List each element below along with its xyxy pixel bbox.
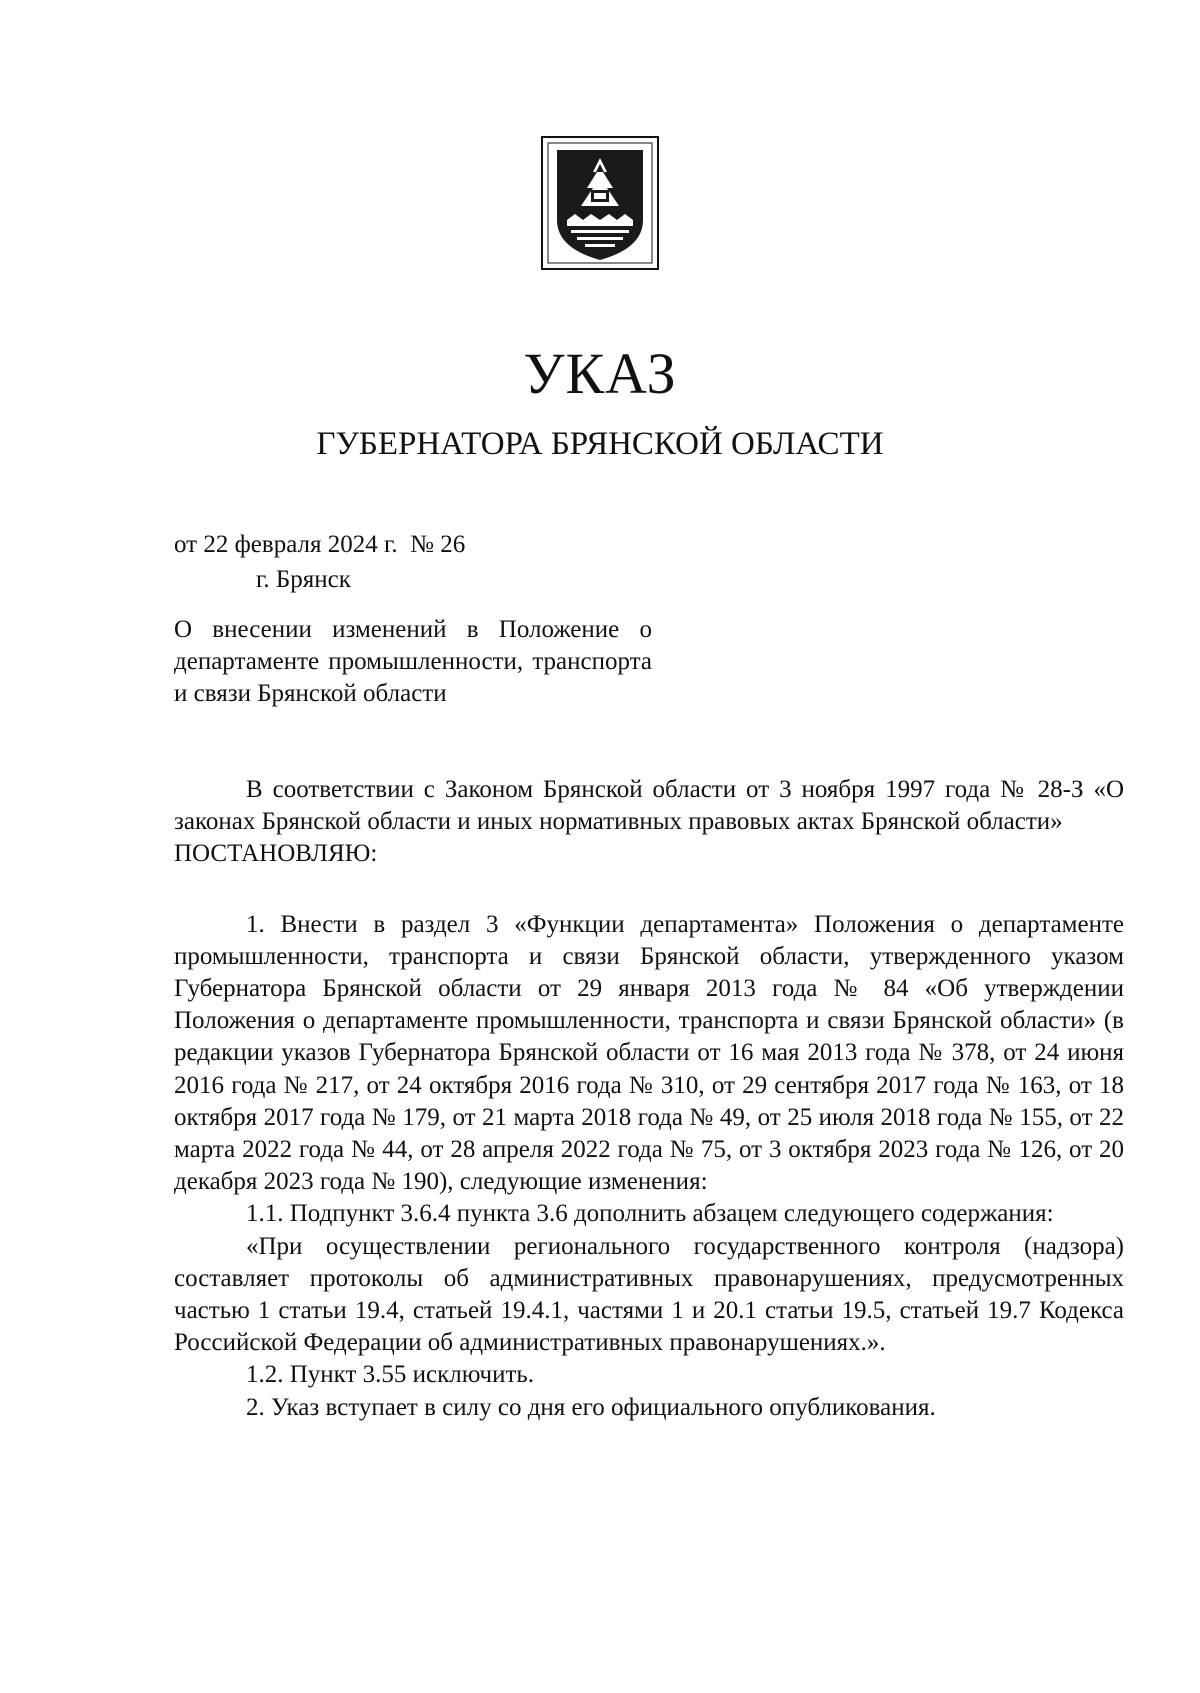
document-subject: О внесении изменений в Положение о департаменте промышленности, транспорта и связи Брянской области: [174, 616, 652, 707]
item-1-1-paragraph: 1.1. Подпункт 3.6.4 пункта 3.6 дополнить абзацем следующего содержания:: [246, 1200, 1054, 1228]
bryansk-coat-of-arms-icon: [541, 136, 659, 270]
quoted-addition-paragraph: «При осуществлении регионального государственного контроля (надзора) составляет протоколы об административных правонарушениях, предусмотренных частью 1 статьи 19.4, статьей 19.4.1, частями 1 и 20.1 статьи 19.5, статьей 19.7 Кодекса Российской Федерации об административных правонарушениях.».: [174, 1232, 1124, 1357]
preamble-paragraph: В соответствии с Законом Брянской области от 3 ноября 1997 года № 28-З «О законах Брянской области и иных нормативных правовых актах Брянской области»: [174, 776, 1124, 836]
document-title: УКАЗ: [523, 341, 677, 406]
item-1-paragraph: 1. Внести в раздел 3 «Функции департамента» Положения о департаменте промышленности, транспорта и связи Брянской области, утвержденного указом Губернатора Брянской области от 29 января 2013 года № 84 «Об утверждении Положения о департаменте промышленности, транспорта и связи Брянской области» (в редакции указов Губернатора Брянской области от 16 мая 2013 года № 378, от 24 июня 2016 года № 217, от 24 октября 2016 года № 310, от 29 сентября 2017 года № 163, от 18 октября 2017 года № 179, от 21 марта 2018 года № 49, от 25 июля 2018 года № 155, от 22 марта 2022 года № 44, от 28 апреля 2022 года № 75, от 3 октября 2023 года № 126, от 20 декабря 2023 года № 190), следующие изменения:: [174, 910, 1124, 1196]
document-date-number: от 22 февраля 2024 г. № 26: [174, 531, 466, 558]
document-body: [174, 774, 1124, 1424]
document-subtitle: ГУБЕРНАТОРА БРЯНСКОЙ ОБЛАСТИ: [316, 426, 884, 462]
item-2-paragraph: 2. Указ вступает в силу со дня его официального опубликования.: [246, 1393, 936, 1421]
document-city: г. Брянск: [256, 566, 351, 593]
decree-heading: ПОСТАНОВЛЯЮ:: [174, 840, 378, 868]
item-1-2-paragraph: 1.2. Пункт 3.55 исключить.: [246, 1361, 535, 1389]
